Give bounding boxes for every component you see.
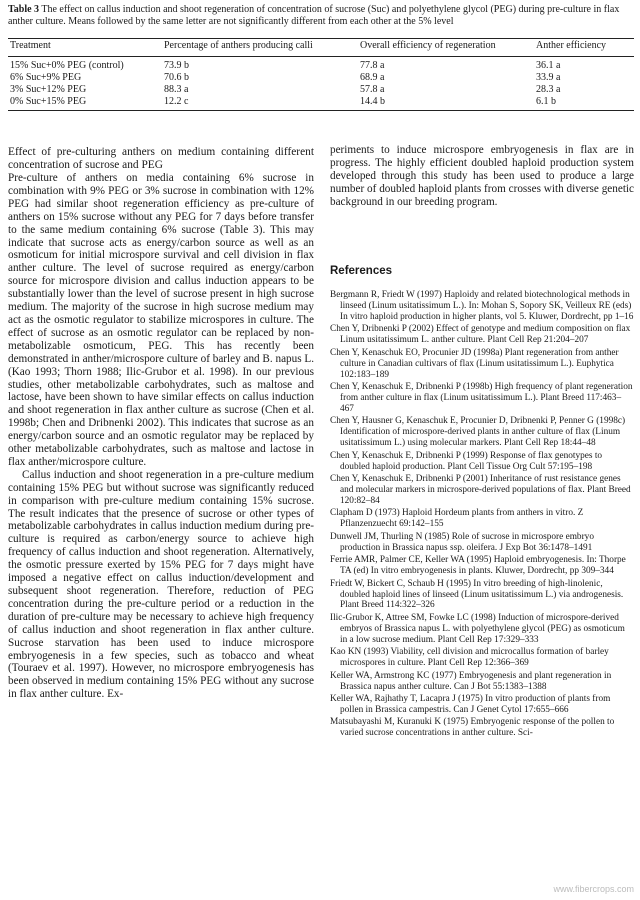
reference-entry: Ilic-Grubor K, Attree SM, Fowke LC (1998) Induction of microspore-derived embryos of Brassica napus L. with polyethylene glycol (PEG) as osmoticum in a low sucrose medium. Plant Cell Rep 17:329–333: [330, 612, 625, 645]
table-caption: [8, 4, 636, 28]
cell-calli: 12.2 c: [164, 96, 189, 107]
body-paragraph: periments to induce microspore embryogenesis in flax are in progress. The highly efficient doubled haploid production system developed through this study has been used to produce a large number of doubled haploid plants from crosses with diverse genetic background in our breeding program.: [330, 144, 634, 208]
header-anther-efficiency: Anther efficiency: [536, 40, 607, 51]
cell-treatment: 3% Suc+12% PEG: [10, 84, 87, 95]
table-header-rule: [8, 56, 634, 57]
table-bottom-rule: [8, 110, 634, 111]
table-caption-text: The effect on callus induction and shoot regeneration of concentration of sucrose (Suc) and polyethylene glycol (PEG) during pre-culture in flax anther culture. Means followed by the same letter are not significantly different from each other at the 5% level: [8, 4, 620, 27]
section-title: Effect of pre-culturing anthers on medium containing different concentration of sucrose and PEG: [8, 146, 314, 171]
reference-entry: Dunwell JM, Thurling N (1985) Role of sucrose in microspore embryo production in Brassica napus ssp. oleifera. J Exp Bot 36:1478–1491: [330, 531, 594, 553]
reference-entry: Matsubayashi M, Kuranuki K (1975) Embryogenic response of the pollen to varied sucrose concentrations in anther culture. Sci-: [330, 717, 615, 739]
cell-treatment: 15% Suc+0% PEG (control): [10, 60, 124, 71]
left-column: [8, 146, 314, 701]
reference-entry: Chen Y, Kenaschuk EO, Procunier JD (1998a) Plant regeneration from anther culture in Canadian cultivars of flax (Linum usitatissimum L.). Euphytica 102:183–189: [330, 347, 619, 380]
reference-list: [330, 290, 634, 741]
cell-treatment: 0% Suc+15% PEG: [10, 96, 87, 107]
reference-entry: Bergmann R, Friedt W (1997) Haploidy and related biotechnological methods in linseed (Linum usitatissimum L.). In: Mohan S, Sopory SK, Veilleux RE (eds) In vitro haploid production in higher plants, vol 5. Kluwer, Dordrecht, pp 1–16: [330, 290, 634, 322]
reference-entry: Chen Y, Kenaschuk E, Dribnenki P (1998b) High frequency of plant regeneration from anther culture in flax (Linum usitatissimum L.). Plant Breed 117:463–467: [330, 382, 633, 414]
references-heading: References: [330, 265, 393, 277]
reference-entry: Kao KN (1993) Viability, cell division and microcallus formation of barley microspores in culture. Plant Cell Rep 12:366–369: [330, 647, 609, 669]
watermark: www.fibercrops.com: [553, 884, 634, 894]
cell-treatment: 6% Suc+9% PEG: [10, 72, 82, 83]
header-treatment: Treatment: [10, 40, 51, 51]
cell-regeneration: 68.9 a: [360, 72, 385, 83]
reference-entry: Ferrie AMR, Palmer CE, Keller WA (1995) Haploid embryogenesis. In: Thorpe TA (ed) In vitro embryogenesis in plants. Kluwer, Dordrecht, pp 309–344: [330, 555, 626, 577]
table-row: [8, 72, 634, 83]
reference-entry: Clapham D (1973) Haploid Hordeum plants from anthers in vitro. Z Pflanzenzuecht 69:142–155: [330, 508, 584, 530]
cell-calli: 73.9 b: [164, 60, 189, 71]
table-header: [8, 40, 634, 54]
cell-calli: 88.3 a: [164, 84, 189, 95]
cell-anther-efficiency: 36.1 a: [536, 60, 561, 71]
reference-entry: Chen Y, Dribnenki P (2002) Effect of genotype and medium composition on flax Linum usitatissimum L. anther culture. Plant Cell Rep 21:204–207: [330, 324, 631, 346]
right-column: [330, 144, 634, 209]
reference-entry: Chen Y, Hausner G, Kenaschuk E, Procunier D, Dribnenki P, Penner G (1998c) Identification of microspore-derived plants in anther culture of flax (Linum usitatissimum L.) using molecular markers. Plant Cell Rep 18:44–48: [330, 416, 626, 449]
table-row: [8, 96, 634, 107]
table-row: [8, 84, 634, 95]
cell-calli: 70.6 b: [164, 72, 189, 83]
reference-entry: Chen Y, Kenaschuk E, Dribnenki P (2001) Inheritance of rust resistance genes and molecular markers in microspore-derived populations of flax. Plant Breed 120:82–84: [330, 474, 631, 506]
header-regeneration: Overall efficiency of regeneration: [360, 40, 496, 51]
cell-regeneration: 57.8 a: [360, 84, 385, 95]
reference-entry: Keller WA, Armstrong KC (1977) Embryogenesis and plant regeneration in Brassica napus anther culture. Can J Bot 55:1383–1388: [330, 670, 612, 692]
body-paragraph: Callus induction and shoot regeneration in a pre-culture medium containing 15% PEG but without sucrose was significantly reduced in comparison with pre-culture medium containing 15% sucrose. The result indicates that the presence of sucrose or other types of metabolizable carbohydrates in callus induction medium during pre-culture is required as carbon/energy source to achieve high frequency of callus induction and shoot regeneration. Alternatively, the osmotic pressure exerted by 15% PEG for 7 days might have imposed a negative effect on callus induction/development and subsequent shoot regeneration. Therefore, reduction of PEG concentration during the pre-culture period or a reduction in the duration of pre-culture may be necessary to achieve high frequency of callus induction and shoot regeneration in flax anther culture. Sucrose starvation has been used to induce microspore embryogenesis in a few species, such as tobacco and wheat (Touraev et al. 1997). However, no microspore embryogenesis has been observed in medium containing 15% PEG without any sucrose in flax anther culture. Ex-: [8, 468, 315, 701]
cell-anther-efficiency: 28.3 a: [536, 84, 561, 95]
table-row: [8, 60, 634, 71]
body-paragraph: Pre-culture of anthers on media containing 6% sucrose in combination with 9% PEG or 3% sucrose in combination with 12% PEG had similar shoot regeneration efficiency as pre-culture of anthers on 15% sucrose without any PEG for 7 days before transfer to the same medium containing 6% sucrose (Table 3). This may indicate that sucrose acts as energy/carbon source as well as an osmoticum for initial microspore survival and cell division in flax anther culture. The level of sucrose required as energy/carbon source for microspore division and callus induction appears to be substantially lower than the level of sucrose present in high sucrose medium. The majority of the sucrose in high sucrose medium may act as the osmotic regulator to stabilize microspores in culture. The effect of sucrose as an osmotic regulator can be replaced by non-metabolizable osmoticum, PEG. This has recently been demonstrated in anther/microspore culture of barley and B. napus L. (Kao 1993; Thorn 1988; Ilic-Grubor et al. 1998). In our previous studies, other metabolizable carbohydrates, such as maltose and lactose, have been shown to have similar effects on callus induction and shoot regeneration in flax anther culture as sucrose (Chen et al. 1998b; Chen and Dribnenki 2002). This indicates that sucrose as an energy/carbon source and an osmotic regulator may be replaced by other metabolizable carbohydrates, such as maltose and lactose in flax anther/microspore culture.: [8, 172, 315, 468]
reference-entry: Friedt W, Bickert C, Schaub H (1995) In vitro breeding of high-linolenic, doubled haploid lines of linseed (Linum usitatissimum L.) via androgenesis. Plant Breed 114:322–326: [330, 578, 624, 611]
cell-anther-efficiency: 33.9 a: [536, 72, 561, 83]
table-label: Table 3: [8, 4, 40, 15]
cell-regeneration: 77.8 a: [360, 60, 385, 71]
table-top-rule: [8, 38, 634, 39]
cell-regeneration: 14.4 b: [360, 96, 385, 107]
reference-entry: Chen Y, Kenaschuk E, Dribnenki P (1999) Response of flax genotypes to doubled haploid production. Plant Cell Tissue Org Cult 57:195–198: [330, 450, 603, 472]
header-calli: Percentage of anthers producing calli: [164, 40, 313, 51]
cell-anther-efficiency: 6.1 b: [536, 96, 556, 107]
reference-entry: Keller WA, Rajhathy T, Lacapra J (1975) In vitro production of plants from pollen in Brassica campestris. Can J Genet Cytol 17:655–666: [330, 694, 611, 715]
